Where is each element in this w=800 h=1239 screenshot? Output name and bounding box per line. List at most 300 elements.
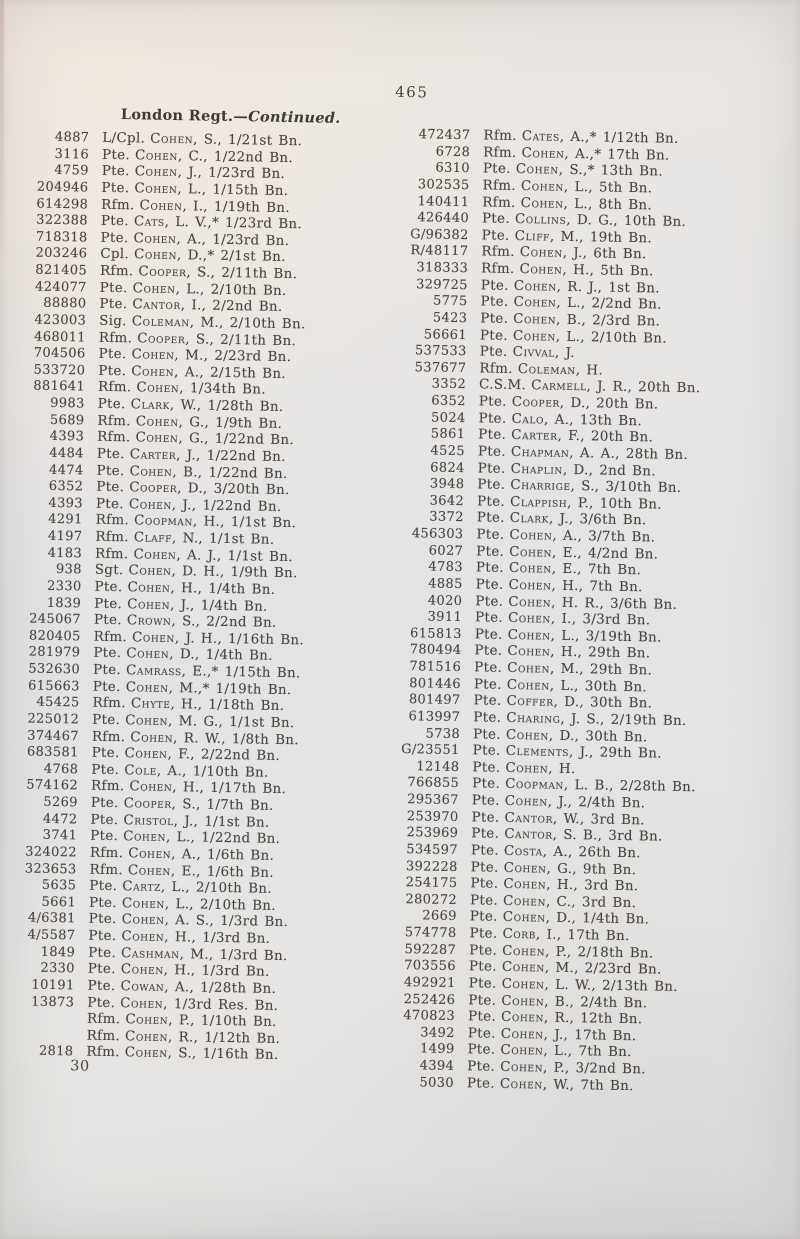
entry-detail: , W., 7th Bn. — [542, 1077, 634, 1094]
surname: Corb — [502, 926, 537, 943]
entry-detail: , I., 17th Bn. — [535, 927, 630, 945]
surname: Cohen — [501, 976, 545, 993]
service-number: 204946 — [36, 179, 89, 196]
entry-detail: , L., 30th Bn. — [549, 678, 648, 695]
rank: Pte. — [469, 926, 498, 942]
entry-detail: , D. G., 10th Bn. — [566, 212, 687, 231]
entry-detail: , L., 3/19th Bn. — [550, 628, 662, 646]
surname: Cohen — [520, 195, 564, 212]
surname: Cohen — [131, 630, 176, 646]
service-number: 3372 — [429, 509, 464, 526]
surname: Civval — [512, 345, 556, 361]
entry-detail: , R. J., 1st Bn. — [556, 279, 661, 297]
entry-text — [480, 344, 575, 362]
entry-detail: , C., 1/22nd Bn. — [177, 148, 294, 166]
service-number: 4472 — [42, 811, 78, 828]
service-number: 4484 — [49, 445, 84, 462]
service-number: 881641 — [33, 378, 86, 395]
service-number: 5861 — [430, 426, 466, 443]
entry-detail: , M., 2/23rd Bn. — [174, 348, 292, 366]
entry-detail: , H. — [575, 362, 604, 379]
surname: Cohen — [133, 231, 177, 247]
rank: Pte. — [90, 795, 119, 812]
rank: Pte. — [474, 627, 503, 643]
service-number: 1849 — [40, 944, 76, 961]
entry-detail: , A., 13th Bn. — [543, 412, 643, 429]
service-number: 781516 — [409, 659, 462, 676]
surname: Cohen — [508, 577, 552, 594]
entry-detail: , A., 1/23rd Bn. — [176, 231, 290, 249]
rank: Rfm. — [97, 413, 131, 429]
entry-detail: , L., 7th Bn. — [543, 1043, 632, 1061]
surname: Cantor — [504, 827, 553, 843]
surname: Coleman — [131, 314, 190, 331]
service-number: 280272 — [405, 891, 458, 908]
rank: Pte. — [469, 909, 498, 926]
entry-detail: , D., 3/20th Bn. — [177, 481, 290, 499]
service-number: 801497 — [408, 692, 461, 709]
entry-detail: , I., 2/2nd Bn. — [180, 298, 283, 316]
service-number: 537533 — [414, 343, 467, 360]
rank: Pte. — [467, 1009, 497, 1025]
service-number: 3911 — [427, 609, 463, 626]
entry-detail: , P., 10th Bn. — [567, 495, 663, 513]
rank: Pte. — [478, 410, 507, 427]
entry-detail: , S., 1/7th Bn. — [171, 797, 274, 814]
entry-detail: , D., 20th Bn. — [559, 395, 659, 413]
entry-detail: , P., 1/10th Bn. — [168, 1013, 277, 1031]
entry-detail: , B., 2/4th Bn. — [544, 994, 648, 1011]
surname: Chaplin — [510, 461, 564, 478]
entry-detail: , D.,* 2/1st Bn. — [176, 248, 286, 266]
surname: Cohen — [129, 463, 173, 480]
rank: Rfm. — [89, 845, 124, 862]
surname: Cohen — [133, 247, 178, 264]
service-number: 537677 — [414, 359, 467, 376]
rank: Rfm. — [101, 197, 135, 213]
service-number: 683581 — [26, 744, 79, 761]
entry-detail: , S.,* 13th Bn. — [558, 162, 664, 180]
rank: Rfm. — [99, 263, 134, 280]
surname: Cohen — [121, 929, 165, 945]
service-number: 3352 — [431, 376, 467, 393]
service-number: 4525 — [430, 443, 466, 459]
surname: Cohen — [505, 727, 550, 744]
service-number: 472437 — [418, 127, 471, 144]
entry-detail: , L., 1/15th Bn. — [177, 181, 289, 199]
rank: Pte. — [473, 676, 502, 693]
column-header — [121, 106, 361, 127]
surname: Cohen — [509, 544, 553, 561]
entry-detail: , H., 1/4th Bn. — [170, 580, 276, 598]
surname: Coopman — [133, 513, 194, 530]
rank: Pte. — [477, 444, 507, 460]
surname: Cohen — [505, 760, 549, 777]
surname: Cooper — [511, 394, 560, 411]
surname: Cohen — [124, 1029, 169, 1045]
service-number: 4768 — [43, 761, 79, 778]
service-number: 295367 — [407, 792, 459, 809]
surname: Cohen — [121, 912, 165, 929]
surname: Cashman — [120, 945, 180, 962]
rank: Rfm. — [86, 1044, 120, 1061]
entry-detail: , D., 1/4th Bn. — [545, 910, 650, 928]
surname: Cohen — [508, 561, 552, 577]
rank: Rfm. — [481, 261, 515, 277]
rank: Sig. — [99, 313, 127, 330]
entry-detail: , J., 3/6th Bn. — [548, 511, 647, 529]
service-number: 5775 — [432, 293, 468, 310]
surname: Cates — [521, 129, 560, 145]
rank: Pte. — [88, 928, 117, 945]
entry-detail: , G., 9th Bn. — [546, 861, 637, 878]
rank: Pte. — [100, 230, 129, 246]
surname: Cohen — [513, 295, 557, 311]
entry-detail: , S., 1/21st Bn. — [193, 132, 303, 150]
service-number: 424077 — [34, 279, 87, 296]
rank: Rfm. — [481, 244, 515, 261]
service-number: 718318 — [35, 229, 88, 246]
service-number: 5689 — [49, 412, 85, 429]
entry-detail: , L. V.,* 1/23rd Bn. — [164, 214, 303, 233]
surname: Cohen — [150, 131, 194, 148]
rank: Pte. — [94, 579, 123, 596]
surname: Chyte — [130, 696, 171, 713]
surname: Cohen — [135, 430, 179, 447]
service-number: 88880 — [43, 295, 87, 312]
entry-text — [472, 760, 575, 778]
surname: Cohen — [128, 497, 173, 513]
entry-detail: , L., 8th Bn. — [563, 196, 653, 213]
rank: Pte. — [472, 776, 501, 793]
rank: L/Cpl. — [102, 130, 146, 147]
entry-detail: , M., 2/23rd Bn. — [544, 960, 662, 978]
rank: Pte. — [469, 942, 498, 959]
service-number: 253970 — [406, 808, 459, 825]
service-number: 3116 — [54, 146, 90, 163]
service-number: 780494 — [409, 642, 462, 659]
surname: Coopman — [504, 777, 565, 794]
service-number: 423003 — [34, 312, 87, 329]
rank: Pte. — [98, 363, 127, 379]
entry-detail: , J., 1/23rd Bn. — [177, 165, 286, 183]
rank: Pte. — [88, 911, 117, 928]
service-number: 9983 — [50, 395, 85, 412]
rank: Pte. — [96, 463, 125, 479]
surname: Clappish — [509, 494, 568, 511]
entry-detail: , L., 2/10th Bn. — [555, 329, 668, 347]
entry-detail: , J., 29th Bn. — [568, 745, 662, 762]
entry-detail: , J., 1/1st Bn. — [173, 813, 270, 831]
surname: Cohen — [503, 860, 547, 877]
service-number: 6728 — [435, 144, 471, 160]
rank: Pte. — [475, 593, 504, 610]
service-number: 318333 — [416, 260, 469, 277]
service-number: 4393 — [48, 495, 84, 512]
surname: Cohen — [507, 627, 551, 644]
rank: Pte. — [466, 1075, 496, 1092]
surname: Cohen — [136, 380, 180, 397]
entry-text — [467, 1076, 634, 1096]
service-number: 1499 — [419, 1041, 455, 1058]
surname: Cohen — [139, 197, 183, 214]
rank: Pte. — [474, 610, 504, 626]
continued-label: Continued. — [248, 108, 341, 127]
surname: Cohen — [120, 962, 164, 979]
service-number: 4197 — [47, 528, 83, 545]
surname: Cooper — [129, 480, 178, 497]
rank: Pte. — [94, 596, 123, 612]
entry-detail: , E., 1/6th Bn. — [170, 863, 275, 881]
surname: Cohen — [507, 660, 551, 677]
service-number: 1839 — [46, 595, 82, 611]
service-number: 254175 — [405, 875, 458, 892]
surname: Cohen — [520, 178, 565, 195]
service-number: 6310 — [435, 160, 471, 177]
entry-detail: , M., 29th Bn. — [549, 661, 653, 679]
rank: Pte. — [479, 327, 509, 344]
rank: Pte. — [87, 995, 116, 1011]
service-number: R/48117 — [410, 243, 469, 260]
entry-detail: , B., 2/3rd Bn. — [556, 312, 661, 330]
surname: Cohen — [506, 677, 550, 694]
surname: Charrige — [510, 478, 571, 495]
service-number: 281979 — [28, 644, 81, 661]
entry-detail: , W., 1/28th Bn. — [169, 397, 284, 415]
entry-detail: , M., 19th Bn. — [549, 229, 653, 247]
surname: Cohen — [134, 181, 178, 197]
entry-detail: , F., 2/22nd Bn. — [167, 747, 281, 765]
service-number: 5738 — [425, 725, 461, 742]
rank: Rfm. — [482, 194, 516, 211]
entry-detail: , I., 3/3rd Bn. — [550, 611, 651, 629]
rank: Pte. — [470, 859, 499, 876]
rank: Pte. — [93, 612, 123, 629]
rank: Pte. — [480, 277, 509, 294]
service-number: 492921 — [403, 975, 456, 991]
surname: Cohen — [125, 1012, 169, 1029]
entry-detail: , A., 1/10th Bn. — [156, 763, 269, 781]
entry-detail: , R., 1/12th Bn. — [167, 1029, 281, 1047]
entry-detail: , N., 1/1st Bn. — [171, 531, 275, 548]
service-number: 245067 — [29, 611, 82, 628]
entry-detail: , H., 1/18th Bn. — [170, 697, 285, 715]
service-number: 5030 — [419, 1075, 455, 1091]
service-number: 470823 — [403, 1008, 456, 1025]
rank: Pte. — [468, 976, 497, 992]
service-number: 574778 — [404, 925, 457, 942]
service-number: 615663 — [27, 678, 80, 695]
service-number — [13, 1038, 74, 1039]
entry-detail: , A. S., 1/3rd Bn. — [164, 913, 289, 931]
rank: Pte. — [97, 396, 126, 413]
surname: Carter — [511, 428, 558, 444]
service-number: 426440 — [417, 210, 470, 227]
rank: Pte. — [476, 494, 506, 510]
rank: Pte. — [100, 213, 130, 230]
surname: Costa — [503, 843, 543, 860]
service-number: 5661 — [41, 894, 77, 911]
rank: Pte. — [92, 662, 122, 679]
entry-detail: , A. A., 28th Bn. — [569, 445, 689, 463]
surname: Charing — [506, 710, 561, 727]
service-number: 574162 — [26, 777, 79, 794]
entry-detail: , L., 2/10th Bn. — [164, 896, 277, 914]
surname: Cohen — [508, 594, 552, 611]
entry-detail: , D., 30th Bn. — [553, 694, 653, 712]
entry-detail: , J., 1/4th Bn. — [170, 597, 268, 615]
service-number: 615813 — [409, 625, 462, 642]
surname: Cohen — [127, 580, 171, 596]
rank: Pte. — [471, 793, 500, 809]
rank: Pte. — [476, 527, 505, 543]
rank: Pte. — [101, 163, 130, 180]
service-number: 4/5587 — [27, 927, 76, 944]
service-number: 329725 — [415, 276, 468, 293]
rank: Pte. — [474, 660, 503, 676]
entry-detail: , J. H., 1/16th Bn. — [174, 630, 305, 649]
service-number: 4183 — [47, 545, 83, 562]
entry-detail: , L., 1/22nd Bn. — [165, 830, 281, 848]
page-number: 465 — [395, 82, 429, 102]
rank: Pte. — [470, 843, 500, 859]
rank: Pte. — [99, 280, 128, 296]
service-number: 6352 — [48, 478, 84, 495]
surname: Cohen — [500, 1043, 544, 1059]
rank: Pte. — [481, 211, 511, 227]
service-number — [13, 1021, 74, 1022]
header-dash: — — [233, 108, 249, 126]
entry-detail: , 1/3rd Res. Bn. — [163, 996, 279, 1014]
entry-detail: , E.,* 1/15th Bn. — [181, 664, 301, 682]
entry-detail: , R., 12th Bn. — [543, 1010, 643, 1028]
surname: Cohen — [502, 893, 547, 910]
surname: Cohen — [500, 1009, 545, 1026]
service-number: 6352 — [431, 393, 466, 410]
surname: Cooper — [137, 330, 186, 347]
rank: Pte. — [88, 945, 117, 961]
entry-detail: , H., 1/17th Bn. — [172, 780, 287, 798]
surname: Cantor — [504, 810, 554, 827]
surname: Coffer — [506, 694, 554, 710]
rank: Pte. — [92, 712, 121, 729]
service-number: 45425 — [36, 694, 80, 711]
rank: Rfm. — [91, 729, 126, 745]
entry-detail: , I., 1/19th Bn. — [182, 198, 291, 216]
entry-detail: , M., 1/3rd Bn. — [179, 946, 288, 964]
surname: Cohen — [134, 164, 178, 181]
entry-text — [86, 1045, 278, 1065]
surname: Cohen — [129, 779, 173, 796]
rank: Rfm. — [94, 546, 129, 562]
rank: Rfm. — [482, 178, 517, 194]
rank: Pte. — [469, 893, 499, 909]
rank: Pte. — [472, 743, 501, 759]
service-number: G/96382 — [410, 226, 469, 243]
surname: Clark — [130, 397, 171, 413]
rank: Rfm. — [97, 429, 131, 446]
rank: Pte. — [481, 228, 510, 244]
entry-detail: , W., 3rd Bn. — [552, 811, 645, 828]
service-number: 5269 — [43, 794, 78, 811]
service-number: 13873 — [31, 994, 75, 1010]
service-number: 12148 — [416, 759, 460, 775]
entry-detail: , P., 2/18th Bn. — [545, 944, 654, 962]
entry-detail: , D., 1/4th Bn. — [169, 647, 273, 665]
service-number: 534597 — [406, 842, 459, 858]
entry-detail: , L. W., 2/13th Bn. — [544, 977, 679, 995]
rank: C.S.M. — [478, 377, 527, 394]
service-number: 532630 — [28, 661, 81, 678]
entry-detail: , H., 5th Bn. — [562, 262, 654, 280]
roll-entry — [12, 1044, 297, 1066]
rank: Pte. — [467, 1025, 496, 1042]
entry-detail: , J., 1/22nd Bn. — [176, 447, 286, 465]
entry-detail: , G., 1/22nd Bn. — [178, 431, 295, 449]
entry-detail: , L., 2/10th Bn. — [160, 879, 273, 897]
service-number: 456303 — [411, 526, 464, 543]
surname: Cantor — [132, 297, 181, 314]
rank: Pte. — [473, 710, 502, 726]
entry-detail: , M.,* 1/19th Bn. — [168, 680, 292, 698]
service-number: 2330 — [40, 961, 75, 977]
entry-detail: , S., 2/2nd Bn. — [171, 614, 277, 631]
service-number: 5635 — [41, 877, 77, 894]
entry-detail: , A.,* 17th Bn. — [564, 146, 670, 164]
surname: Cohen — [131, 364, 175, 380]
surname: Cartz — [122, 879, 162, 895]
rank: Pte. — [467, 1059, 496, 1075]
service-number: 2818 — [38, 1044, 74, 1060]
rank: Pte. — [91, 762, 120, 778]
service-number: 592287 — [404, 941, 457, 958]
entry-detail: , D., 2nd Bn. — [562, 462, 656, 479]
service-number: 821405 — [35, 262, 88, 279]
entry-detail: , H., 29th Bn. — [550, 645, 651, 662]
rank: Pte. — [477, 477, 506, 493]
surname: Cohen — [500, 1059, 544, 1076]
surname: Cohen — [121, 895, 166, 912]
entry-detail: , S., 1/16th Bn. — [167, 1046, 279, 1064]
surname: Cohen — [132, 280, 176, 297]
entry-detail: , H., 1/1st Bn. — [192, 514, 297, 532]
rank: Pte. — [474, 643, 503, 660]
rank: Pte. — [467, 1042, 496, 1059]
surname: Cohen — [127, 596, 171, 613]
surname: Cohen — [124, 1045, 168, 1062]
surname: Cohen — [500, 1026, 544, 1043]
surname: Cooper — [123, 796, 172, 813]
rank: Pte. — [468, 959, 498, 975]
surname: Cohen — [124, 746, 168, 763]
entry-detail: , 1/34th Bn. — [179, 381, 267, 398]
surname: Cohen — [499, 1076, 543, 1093]
rank: Pte. — [472, 726, 502, 743]
service-number: 614298 — [36, 196, 89, 212]
entry-detail: , H. R., 3/6th Bn. — [551, 595, 678, 613]
surname: Camrass — [125, 663, 182, 680]
service-number: 468011 — [34, 329, 87, 345]
entry-detail: , L., 2/2nd Bn. — [556, 295, 662, 313]
surname: Cohen — [504, 793, 548, 810]
entry-detail: , G., 1/9th Bn. — [178, 414, 283, 432]
entry-detail: , S., 2/11th Bn. — [185, 331, 297, 349]
surname: Carmell — [531, 378, 587, 395]
surname: Cooper — [138, 264, 187, 281]
entry-detail: , A., 3/7th Bn. — [552, 528, 656, 546]
rank: Rfm. — [95, 529, 129, 546]
entry-detail: , S., 2/11th Bn. — [186, 265, 298, 283]
